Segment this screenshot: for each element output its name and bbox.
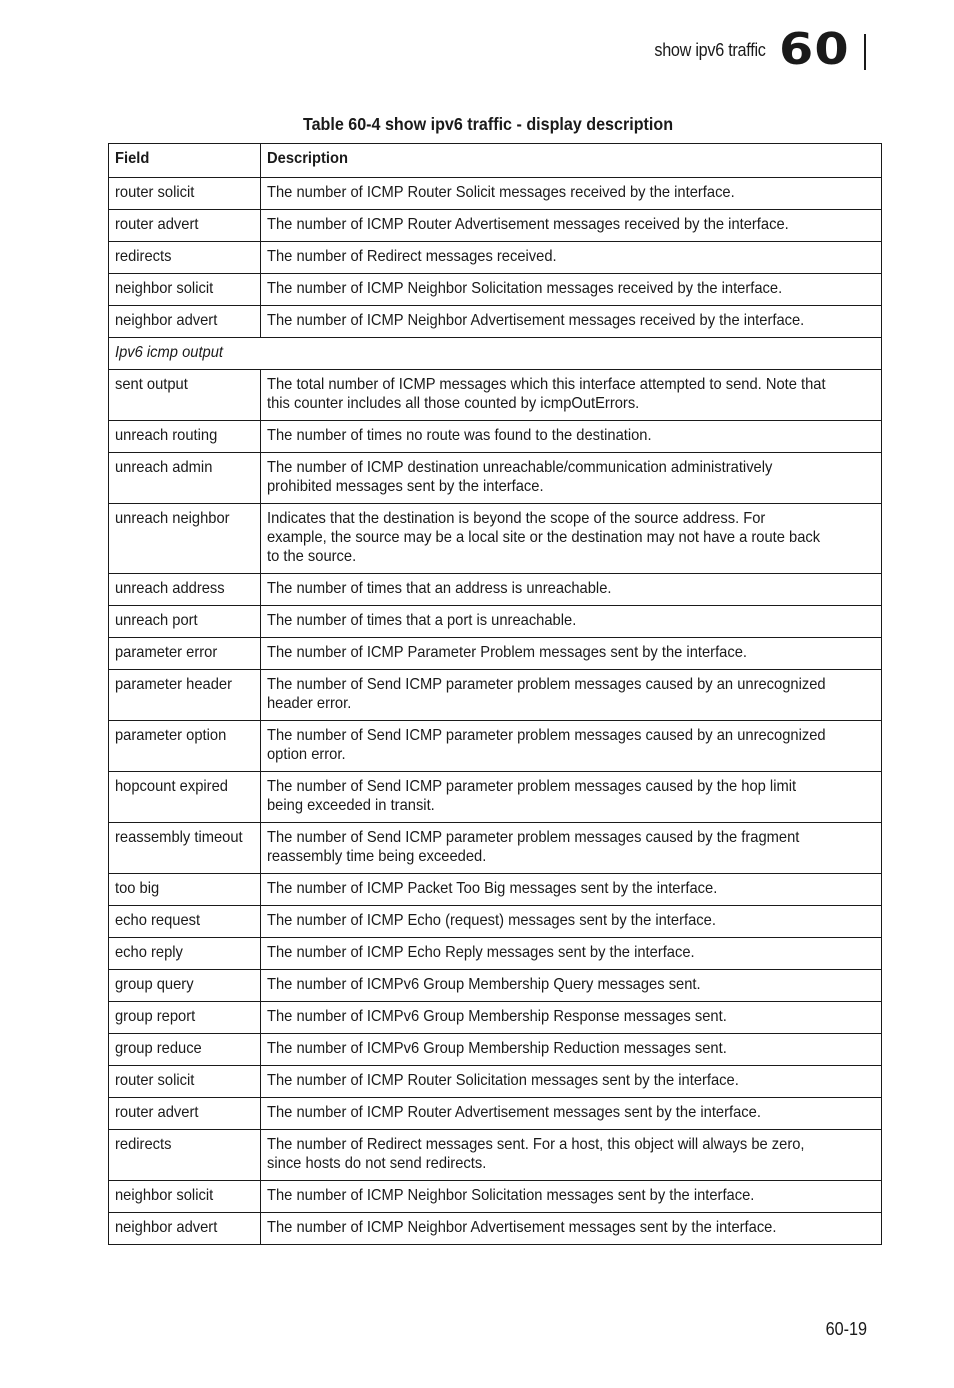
description-cell: The number of ICMP Neighbor Solicitation messages received by the interface. <box>260 274 881 306</box>
field-cell: unreach neighbor <box>109 504 261 574</box>
table-row <box>109 970 882 1002</box>
table-row <box>109 772 882 823</box>
table-group-row <box>109 338 882 370</box>
chapter-divider <box>864 34 866 70</box>
description-cell: The number of ICMP destination unreachable/communication administratively prohibited messages sent by the interface. <box>260 453 881 504</box>
description-cell: The number of ICMP Packet Too Big messages sent by the interface. <box>260 874 881 906</box>
field-cell: parameter header <box>109 670 261 721</box>
table-row <box>109 421 882 453</box>
field-cell: hopcount expired <box>109 772 261 823</box>
table-row <box>109 906 882 938</box>
field-cell: redirects <box>109 1130 261 1181</box>
field-description-table <box>108 143 882 1245</box>
description-cell: The number of ICMPv6 Group Membership Reduction messages sent. <box>260 1034 881 1066</box>
field-cell: neighbor solicit <box>109 1181 261 1213</box>
description-cell: The number of ICMP Neighbor Solicitation messages sent by the interface. <box>260 1181 881 1213</box>
field-cell: unreach address <box>109 574 261 606</box>
field-cell: sent output <box>109 370 261 421</box>
field-cell: unreach routing <box>109 421 261 453</box>
field-cell: router solicit <box>109 178 261 210</box>
field-cell: group report <box>109 1002 261 1034</box>
field-cell: neighbor solicit <box>109 274 261 306</box>
description-cell: The total number of ICMP messages which this interface attempted to send. Note that this counter includes all those counted by icmpOutErrors. <box>260 370 881 421</box>
table-row <box>109 274 882 306</box>
field-cell: router solicit <box>109 1066 261 1098</box>
description-cell: The number of Send ICMP parameter problem messages caused by an unrecognized option error. <box>260 721 881 772</box>
description-cell: The number of times that an address is unreachable. <box>260 574 881 606</box>
running-header-title: show ipv6 traffic <box>654 40 766 60</box>
field-cell: group reduce <box>109 1034 261 1066</box>
field-cell: neighbor advert <box>109 1213 261 1245</box>
table-caption: Table 60-4 show ipv6 traffic - display description <box>302 114 674 134</box>
table-row <box>109 370 882 421</box>
description-cell: The number of ICMP Router Solicit messages received by the interface. <box>260 178 881 210</box>
description-cell: The number of ICMP Echo Reply messages sent by the interface. <box>260 938 881 970</box>
column-header-description: Description <box>260 144 881 178</box>
field-cell: router advert <box>109 210 261 242</box>
field-cell: neighbor advert <box>109 306 261 338</box>
table-row <box>109 638 882 670</box>
table-row <box>109 306 882 338</box>
description-cell: The number of ICMPv6 Group Membership Response messages sent. <box>260 1002 881 1034</box>
table-row <box>109 574 882 606</box>
description-cell: The number of Redirect messages sent. For a host, this object will always be zero, since hosts do not send redirects. <box>260 1130 881 1181</box>
description-cell: Indicates that the destination is beyond the scope of the source address. For example, the source may be a local site or the destination may not have a route back to the source. <box>260 504 881 574</box>
table-row <box>109 453 882 504</box>
field-cell: parameter error <box>109 638 261 670</box>
description-cell: The number of ICMP Parameter Problem messages sent by the interface. <box>260 638 881 670</box>
table-row <box>109 1181 882 1213</box>
description-cell: The number of Send ICMP parameter problem messages caused by the hop limit being exceeded in transit. <box>260 772 881 823</box>
field-cell: reassembly timeout <box>109 823 261 874</box>
description-cell: The number of ICMPv6 Group Membership Query messages sent. <box>260 970 881 1002</box>
table-row <box>109 721 882 772</box>
field-cell: unreach port <box>109 606 261 638</box>
table-row <box>109 1130 882 1181</box>
table-row <box>109 1098 882 1130</box>
table-row <box>109 1002 882 1034</box>
field-cell: unreach admin <box>109 453 261 504</box>
table-row <box>109 504 882 574</box>
table-row <box>109 178 882 210</box>
table-row <box>109 1213 882 1245</box>
table-row <box>109 606 882 638</box>
description-cell: The number of Redirect messages received. <box>260 242 881 274</box>
field-cell: echo reply <box>109 938 261 970</box>
description-cell: The number of ICMP Router Advertisement messages received by the interface. <box>260 210 881 242</box>
description-cell: The number of ICMP Echo (request) messages sent by the interface. <box>260 906 881 938</box>
group-heading-cell: Ipv6 icmp output <box>109 338 882 370</box>
column-header-field: Field <box>109 144 261 178</box>
table-row <box>109 823 882 874</box>
table-row <box>109 1034 882 1066</box>
field-cell: router advert <box>109 1098 261 1130</box>
description-cell: The number of times no route was found to the destination. <box>260 421 881 453</box>
field-cell: redirects <box>109 242 261 274</box>
table-row <box>109 1066 882 1098</box>
description-cell: The number of Send ICMP parameter problem messages caused by the fragment reassembly time being exceeded. <box>260 823 881 874</box>
table-row <box>109 874 882 906</box>
description-cell: The number of Send ICMP parameter problem messages caused by an unrecognized header error. <box>260 670 881 721</box>
field-cell: group query <box>109 970 261 1002</box>
field-cell: parameter option <box>109 721 261 772</box>
page-number: 60-19 <box>825 1319 867 1339</box>
table-row <box>109 670 882 721</box>
description-cell: The number of ICMP Neighbor Advertisement messages sent by the interface. <box>260 1213 881 1245</box>
description-cell: The number of ICMP Router Advertisement messages sent by the interface. <box>260 1098 881 1130</box>
description-cell: The number of ICMP Neighbor Advertisement messages received by the interface. <box>260 306 881 338</box>
field-cell: echo request <box>109 906 261 938</box>
description-cell: The number of times that a port is unreachable. <box>260 606 881 638</box>
chapter-number: 60 <box>779 24 850 75</box>
table-row <box>109 210 882 242</box>
field-cell: too big <box>109 874 261 906</box>
table-row <box>109 242 882 274</box>
table-row <box>109 938 882 970</box>
table-header-row <box>109 144 882 178</box>
description-cell: The number of ICMP Router Solicitation messages sent by the interface. <box>260 1066 881 1098</box>
